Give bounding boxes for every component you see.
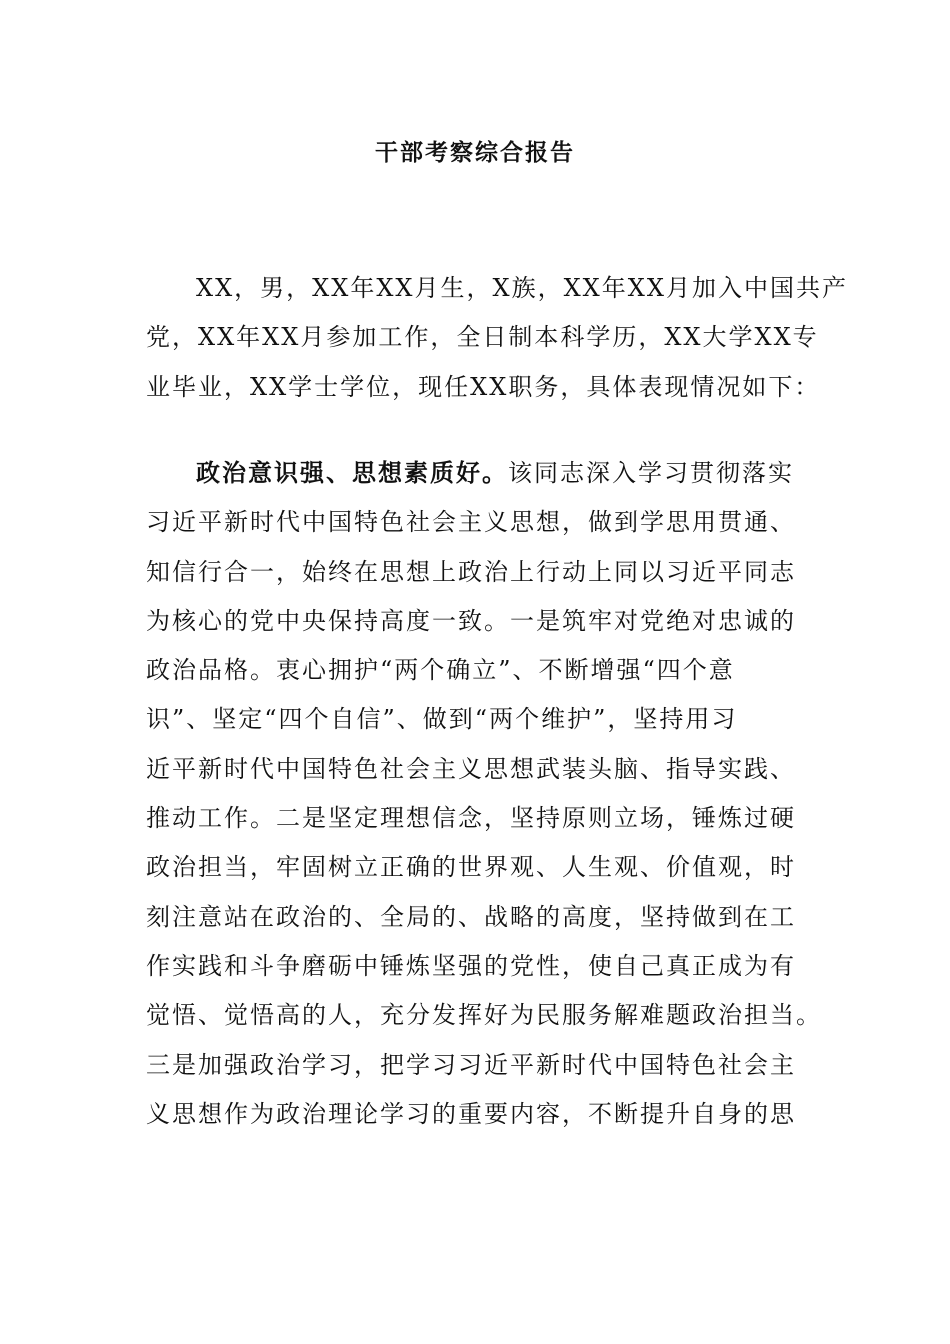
paragraph-line: 义思想作为政治理论学习的重要内容，不断提升自身的思 xyxy=(146,1099,796,1128)
document-title: 干部考察综合报告 xyxy=(375,139,575,166)
paragraph-line: 作实践和斗争磨砺中锤炼坚强的党性，使自己真正成为有 xyxy=(146,951,796,980)
paragraph-line: 三是加强政治学习，把学习习近平新时代中国特色社会主 xyxy=(146,1050,796,1079)
paragraph-line: 业毕业，XX学士学位，现任XX职务，具体表现情况如下： xyxy=(146,372,821,401)
paragraph-line: 政治担当，牢固树立正确的世界观、人生观、价值观，时 xyxy=(146,853,796,882)
paragraph-line: 刻注意站在政治的、全局的、战略的高度，坚持做到在工 xyxy=(146,902,796,931)
paragraph-line: 知信行合一，始终在思想上政治上行动上同以习近平同志 xyxy=(146,557,796,586)
paragraph-first-line xyxy=(146,448,810,498)
paragraph-line: 觉悟、觉悟高的人，充分发挥好为民服务解难题政治担当。 xyxy=(146,1001,822,1030)
paragraph-line-rest: 该同志深入学习贯彻落实 xyxy=(508,459,794,487)
paragraph-line: 识”、坚定“四个自信”、做到“两个维护”，坚持用习 xyxy=(146,705,738,734)
paragraph-line: 政治品格。衷心拥护“两个确立”、不断增强“四个意 xyxy=(146,656,735,685)
section-lead-heading: 政治意识强、思想素质好。 xyxy=(196,458,508,487)
paragraph-political-quality xyxy=(146,448,822,1139)
paragraph-line: 党，XX年XX月参加工作，全日制本科学历，XX大学XX专 xyxy=(146,323,819,352)
paragraph-line: XX，男，XX年XX月生，X族，XX年XX月加入中国共产 xyxy=(196,274,848,302)
paragraph-line: 近平新时代中国特色社会主义思想武装头脑、指导实践、 xyxy=(146,754,796,783)
paragraph-line: 习近平新时代中国特色社会主义思想，做到学思用贯通、 xyxy=(146,508,796,537)
paragraph-line: 为核心的党中央保持高度一致。一是筑牢对党绝对忠诚的 xyxy=(146,606,796,635)
paragraph-basic-info xyxy=(146,264,848,412)
paragraph-line: 推动工作。二是坚定理想信念，坚持原则立场，锤炼过硬 xyxy=(146,804,796,833)
